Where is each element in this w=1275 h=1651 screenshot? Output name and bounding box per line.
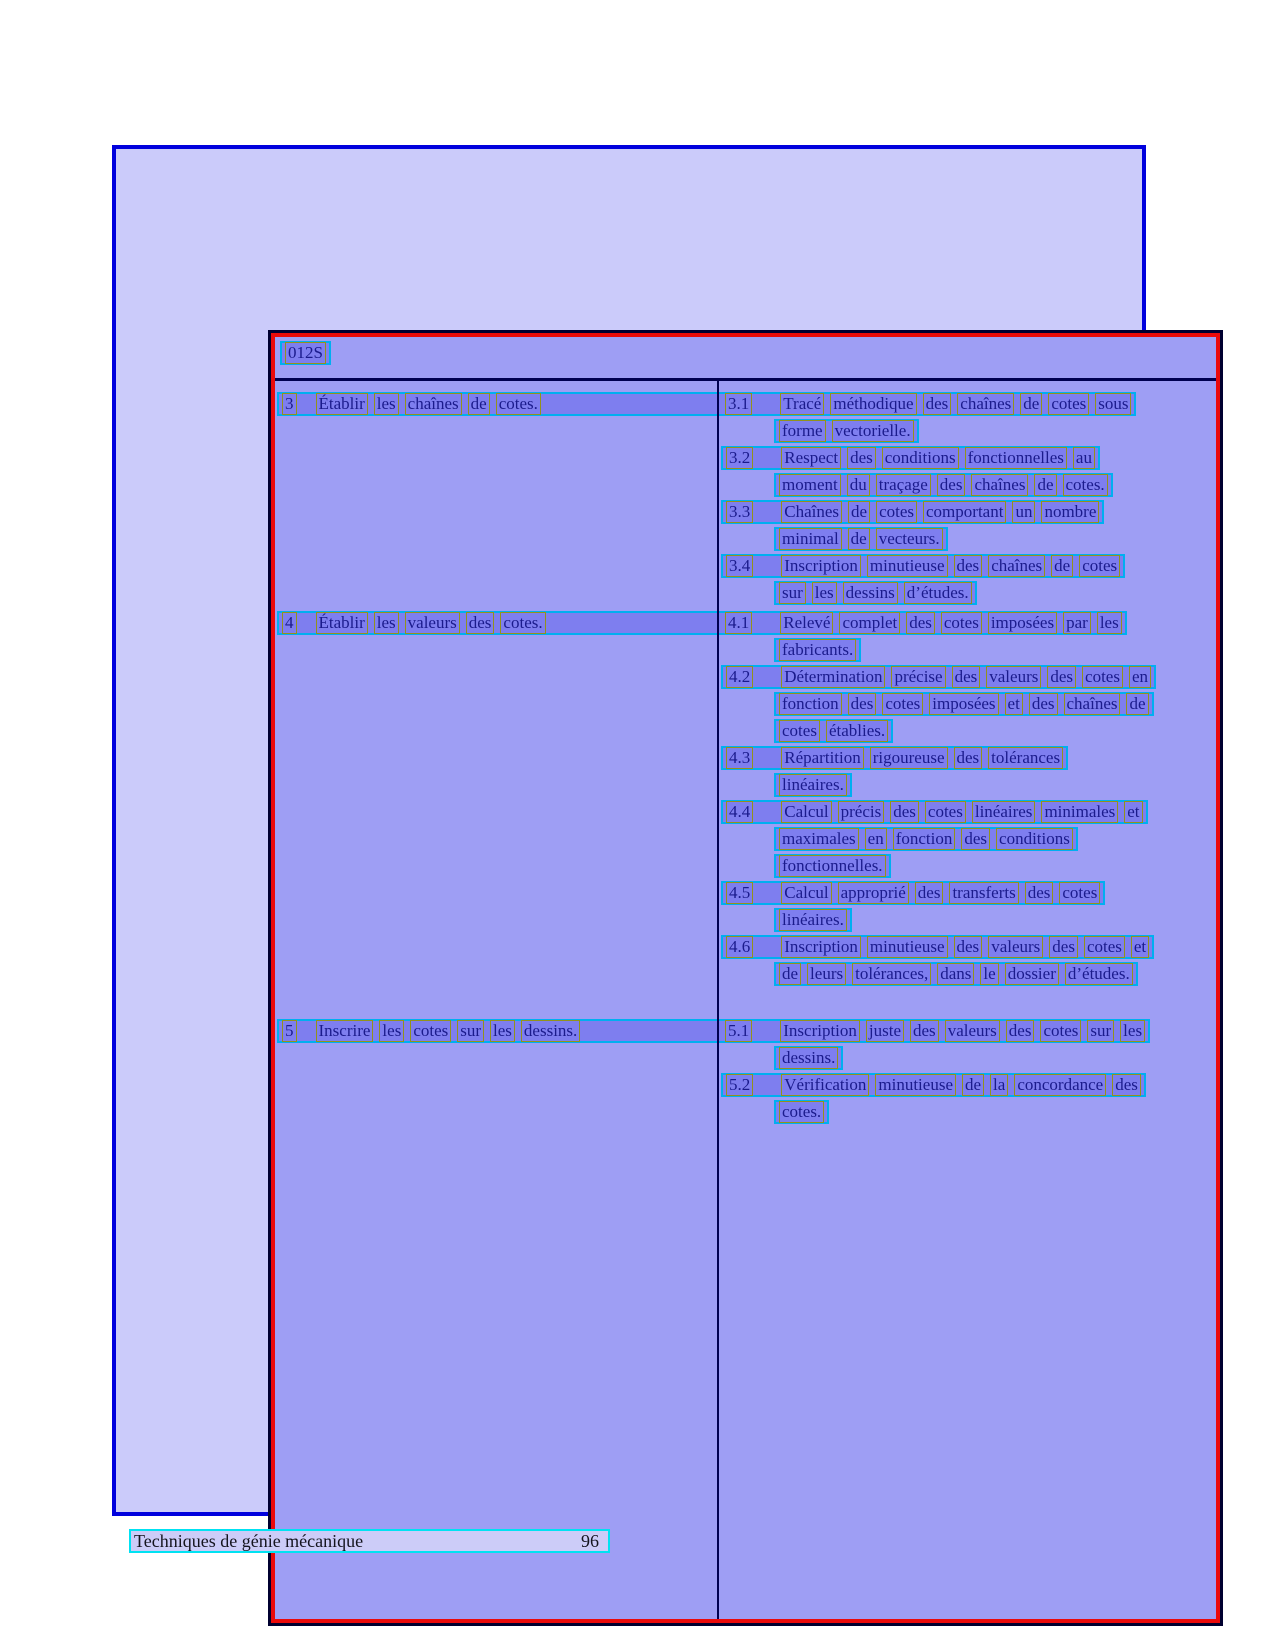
sub-item [717,500,1208,551]
ocr-word-box: imposées [929,693,998,715]
ocr-word-box: minutieuse [875,1074,956,1096]
ocr-line-box [721,500,1104,524]
ocr-line-box [774,638,861,662]
ocr-word-box: cotes [925,801,966,823]
item-number: 4.1 [725,612,752,634]
ocr-word-box: maximales [779,828,859,850]
ocr-word-box: des [1047,666,1076,688]
ocr-line-box [721,1073,1146,1097]
ocr-word-box: les [374,612,399,634]
ocr-word-box: traçage [876,474,931,496]
ocr-word-box: précise [891,666,945,688]
ocr-line-box [277,1019,717,1043]
sub-item [717,392,1208,443]
item-number: 3.4 [726,555,753,577]
ocr-word-box: cotes [1079,555,1120,577]
ocr-word-box: des [847,447,876,469]
ocr-word-box: chaînes [971,474,1028,496]
sub-item [717,611,1208,662]
item-number: 3 [282,393,297,415]
ocr-line-box [774,719,893,743]
ocr-word-box: des [890,801,919,823]
sub-item [717,446,1208,497]
ocr-word-box: dossier [1005,963,1059,985]
ocr-word-box: chaînes [405,393,462,415]
ocr-word-box: établies. [826,720,888,742]
ocr-word-box: de [1020,393,1042,415]
ocr-word-box: Répartition [781,747,863,769]
row-left-cell [277,392,717,608]
ocr-word-box: de [1126,693,1148,715]
ocr-word-box: de [848,501,870,523]
ocr-word-box: dessins [843,582,898,604]
ocr-word-box: imposées [988,612,1057,634]
ocr-word-box: en [865,828,887,850]
ocr-word-box: des [848,693,877,715]
ocr-line-box [774,1100,829,1124]
ocr-word-box: fonctionnelles. [779,855,886,877]
ocr-word-box: cotes [410,1020,451,1042]
ocr-word-box: au [1073,447,1095,469]
ocr-word-box: de [1051,555,1073,577]
ocr-word-box: de [468,393,490,415]
ocr-word-box: de [779,963,801,985]
column-divider [717,381,719,1619]
ocr-word-box: linéaires. [779,909,847,931]
competency-code: 012S [285,342,326,364]
table-row [277,611,1208,989]
ocr-line-box [721,935,1154,959]
ocr-word-box: minutieuse [867,936,948,958]
row-left-cell [277,1019,717,1127]
ocr-word-box: le [980,963,998,985]
ocr-word-box: méthodique [830,393,916,415]
ocr-word-box: des [906,612,935,634]
ocr-word-box: cotes [1048,393,1089,415]
sub-item [717,1073,1208,1124]
ocr-word-box: les [1120,1020,1145,1042]
ocr-word-box: sur [1087,1020,1114,1042]
item-number: 5 [282,1020,297,1042]
ocr-word-box: dessins. [779,1047,838,1069]
item-number: 4.5 [726,882,753,904]
ocr-word-box: linéaires [972,801,1036,823]
ocr-word-box: fabricants. [779,639,856,661]
ocr-word-box: tolérances, [852,963,931,985]
ocr-word-box: des [954,747,983,769]
ocr-word-box: linéaires. [779,774,847,796]
table-header [275,337,1216,378]
row-right-cell [717,611,1208,989]
ocr-word-box: les [812,582,837,604]
ocr-line-box [721,800,1148,824]
ocr-word-box: leurs [807,963,846,985]
item-number: 4.6 [726,936,753,958]
ocr-word-box: fonction [779,693,842,715]
ocr-word-box: juste [866,1020,904,1042]
ocr-word-box: comportant [923,501,1006,523]
ocr-word-box: de [962,1074,984,1096]
ocr-word-box: vectorielle. [832,420,914,442]
ocr-word-box: Inscrire [316,1020,374,1042]
ocr-word-box: chaînes [1064,693,1121,715]
ocr-word-box: dessins. [521,1020,580,1042]
ocr-word-box: des [1025,882,1054,904]
ocr-word-box: de [848,528,870,550]
ocr-word-box: les [374,393,399,415]
ocr-word-box: des [1029,693,1058,715]
ocr-word-box: transferts [949,882,1018,904]
ocr-line-box [721,746,1068,770]
ocr-word-box: forme [779,420,826,442]
footer-title: Techniques de génie mécanique [134,1530,364,1551]
item-number: 3.3 [726,501,753,523]
ocr-word-box: cotes. [500,612,545,634]
ocr-word-box: sur [457,1020,484,1042]
ocr-word-box: Respect [781,447,841,469]
ocr-line-box [774,527,948,551]
sub-item [717,665,1208,743]
ocr-word-box: tolérances [988,747,1063,769]
ocr-word-box: dans [937,963,974,985]
ocr-word-box: un [1012,501,1035,523]
row-right-cell [717,392,1208,608]
ocr-word-box: minimales [1041,801,1118,823]
ocr-line-box [774,773,852,797]
item-number: 5.1 [725,1020,752,1042]
item-number: 4.4 [726,801,753,823]
ocr-word-box: cotes [1084,936,1125,958]
ocr-word-box: Tracé [780,393,824,415]
item-number: 4.3 [726,747,753,769]
ocr-word-box: Calcul [781,801,831,823]
ocr-word-box: cotes [876,501,917,523]
ocr-word-box: Inscription [781,936,861,958]
ocr-word-box: en [1129,666,1151,688]
ocr-line-box [277,392,717,416]
ocr-word-box: rigoureuse [870,747,948,769]
ocr-word-box: minutieuse [867,555,948,577]
ocr-line-box [774,962,1138,986]
ocr-word-box: chaînes [988,555,1045,577]
ocr-word-box: fonctionnelles [965,447,1067,469]
ocr-word-box: cotes. [779,1101,824,1123]
ocr-word-box: sous [1095,393,1131,415]
ocr-word-box: par [1063,612,1091,634]
ocr-word-box: des [910,1020,939,1042]
ocr-word-box: les [490,1020,515,1042]
ocr-word-box: minimal [779,528,842,550]
footer-page-number: 96 [581,1530,599,1551]
ocr-word-box: d’études. [904,582,972,604]
ocr-word-box: valeurs [986,666,1041,688]
sub-item [717,881,1208,932]
competency-table [271,333,1220,1623]
ocr-word-box: valeurs [945,1020,1000,1042]
ocr-word-box: cotes [1059,882,1100,904]
ocr-line-box [774,581,977,605]
ocr-word-box: Chaînes [781,501,842,523]
ocr-word-box: vecteurs. [876,528,943,550]
competency-table-outline [268,330,1223,1626]
ocr-line-box [280,341,331,365]
ocr-line-box [721,446,1100,470]
ocr-line-box [721,881,1105,905]
ocr-word-box: et [1005,693,1023,715]
ocr-line-box [774,692,1154,716]
row-right-cell [717,1019,1208,1127]
ocr-word-box: des [954,936,983,958]
ocr-word-box: des [466,612,495,634]
ocr-word-box: précis [838,801,885,823]
ocr-word-box: et [1124,801,1142,823]
ocr-word-box: du [847,474,870,496]
table-row [277,1019,1208,1127]
ocr-word-box: chaînes [957,393,1014,415]
footer-bar [129,1529,610,1553]
ocr-word-box: la [990,1074,1008,1096]
ocr-word-box: Calcul [781,882,831,904]
table-row [277,392,1208,608]
ocr-word-box: Relevé [780,612,833,634]
ocr-word-box: cotes [1082,666,1123,688]
ocr-word-box: cotes. [1063,474,1108,496]
sub-item [717,800,1208,878]
ocr-word-box: nombre [1041,501,1099,523]
item-number: 4.2 [726,666,753,688]
row-left-cell [277,611,717,989]
ocr-word-box: des [915,882,944,904]
item-number: 4 [282,612,297,634]
item-number: 5.2 [726,1074,753,1096]
ocr-word-box: valeurs [988,936,1043,958]
table-body [275,381,1216,1619]
ocr-word-box: cotes. [496,393,541,415]
ocr-line-box [717,611,1127,635]
ocr-line-box [774,419,919,443]
ocr-word-box: des [1112,1074,1141,1096]
ocr-word-box: des [923,393,952,415]
ocr-word-box: complet [839,612,900,634]
ocr-line-box [774,854,891,878]
ocr-word-box: des [1049,936,1078,958]
sub-item [717,1019,1208,1070]
ocr-line-box [721,665,1156,689]
ocr-word-box: Établir [316,612,368,634]
ocr-word-box: moment [779,474,841,496]
ocr-word-box: et [1131,936,1149,958]
ocr-word-box: d’études. [1065,963,1133,985]
ocr-word-box: Vérification [781,1074,869,1096]
ocr-word-box: conditions [882,447,959,469]
sub-item [717,746,1208,797]
item-number: 3.1 [725,393,752,415]
sub-item [717,554,1208,605]
ocr-word-box: des [1006,1020,1035,1042]
ocr-word-box: cotes [779,720,820,742]
ocr-word-box: concordance [1014,1074,1106,1096]
ocr-line-box [774,1046,843,1070]
ocr-word-box: de [1034,474,1056,496]
ocr-word-box: sur [779,582,806,604]
ocr-line-box [277,611,717,635]
ocr-word-box: les [379,1020,404,1042]
ocr-line-box [774,827,1078,851]
ocr-line-box [717,392,1136,416]
ocr-word-box: approprié [838,882,909,904]
item-number: 3.2 [726,447,753,469]
ocr-word-box: les [1097,612,1122,634]
ocr-line-box [774,473,1113,497]
ocr-line-box [774,908,852,932]
ocr-word-box: cotes [941,612,982,634]
ocr-word-box: des [954,555,983,577]
ocr-word-box: fonction [893,828,956,850]
ocr-word-box: Établir [316,393,368,415]
ocr-line-box [721,554,1125,578]
ocr-word-box: Inscription [780,1020,860,1042]
ocr-word-box: conditions [996,828,1073,850]
ocr-word-box: des [937,474,966,496]
ocr-word-box: cotes [882,693,923,715]
sub-item [717,935,1208,986]
ocr-word-box: des [961,828,990,850]
blue-page-frame [112,145,1149,1516]
ocr-word-box: des [952,666,981,688]
ocr-word-box: cotes [1040,1020,1081,1042]
ocr-word-box: Détermination [781,666,885,688]
ocr-word-box: Inscription [781,555,861,577]
ocr-line-box [717,1019,1150,1043]
ocr-word-box: valeurs [405,612,460,634]
